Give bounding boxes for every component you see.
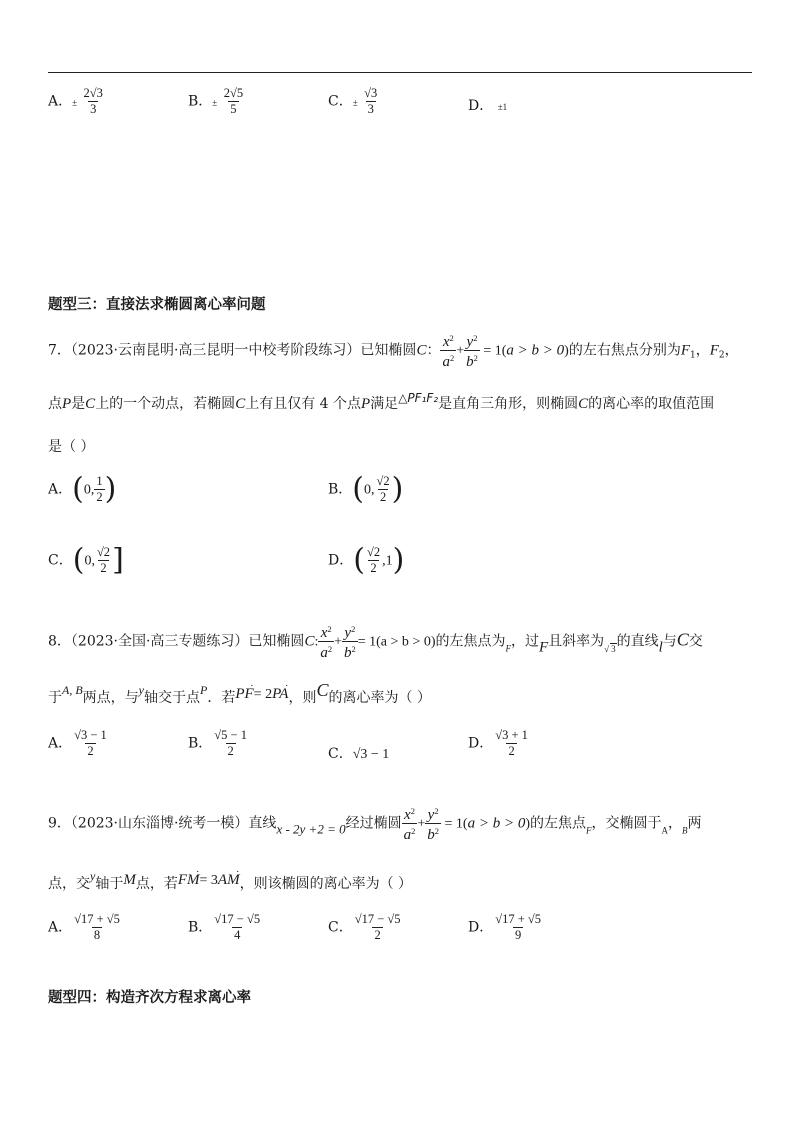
q8-option-b: B． $\frac{√5 - 1}{2}$ bbox=[188, 728, 247, 758]
q9-option-c: C． $\frac{√17 - √5}{2}$ bbox=[328, 912, 401, 942]
fraction: $\frac{2√3}{3}$ bbox=[83, 86, 103, 116]
q7-line-2: 点P是C上的一个动点，若椭圆C上有且仅有 4 个点P满足△PF₁F₂是直角三角形，则椭圆C的离心率的取值范围 bbox=[48, 391, 715, 412]
q8-line-2: 于A, B两点，与y轴交于点P．若PF ˙= 2PA ˙，则C的离心率为（ ） bbox=[48, 680, 431, 708]
q8-option-a: A． $\frac{√3 - 1}{2}$ bbox=[48, 728, 107, 758]
q9-line-1: 9．（2023·山东淄博·统考一模）直线x - 2y +2 = 0经过椭圆 $\frac{x^2}{a^2}$ + $\frac{y^2}{b^2}$ = 1(a > b > 0)的左焦点$_F$，交椭圆于$_A$，$_B$两 bbox=[48, 806, 702, 843]
q9-option-d: D． $\frac{√17 + √5}{9}$ bbox=[468, 912, 542, 942]
q6-option-c: C．± $\frac{√3}{3}$ bbox=[328, 86, 378, 116]
q8-option-d: D． $\frac{√3 + 1}{2}$ bbox=[468, 728, 528, 758]
fraction: $\frac{2√5}{5}$ bbox=[223, 86, 244, 116]
section-heading: 题型三：直接法求椭圆离心率问题 bbox=[48, 297, 266, 313]
q7-option-c: C．(0, $\frac{√2}{2}$ ] bbox=[48, 542, 124, 578]
q9-option-a: A． $\frac{√17 + √5}{8}$ bbox=[48, 912, 120, 942]
q8-line-1: 8．（2023·全国·高三专题练习）已知椭圆C: $\frac{x^2}{a^2}$ + $\frac{y^2}{b^2}$ = 1(a > b > 0)的左焦点为$_F$，过F且斜率为√ 3的直线l与C交 bbox=[48, 624, 703, 661]
section-heading: 题型四：构造齐次方程求离心率 bbox=[48, 990, 251, 1006]
fraction: $\frac{y^2}{b^2}$ bbox=[466, 333, 478, 370]
q7-line-3: 是（ ） bbox=[48, 439, 95, 455]
q7-option-d: D．( $\frac{√2}{2}$ ,1) bbox=[328, 542, 405, 578]
q8-option-c: C．√3 − 1 bbox=[328, 746, 390, 762]
q9-line-2: 点，交y轴于M点，若FM ˙= 3AM ˙，则该椭圆的离心率为（ ） bbox=[48, 866, 412, 894]
q7-line-1: 7．（2023·云南昆明·高三昆明一中校考阶段练习）已知椭圆C： $\frac{x^2}{a^2}$ + $\frac{y^2}{b^2}$ = 1(a > b > 0)的左右焦点分别为$F_1$，$F_2$， bbox=[48, 333, 739, 370]
q9-option-b: B． $\frac{√17 - √5}{4}$ bbox=[188, 912, 261, 942]
q6-option-b: B．± $\frac{2√5}{5}$ bbox=[188, 86, 244, 116]
q6-option-d: D． ±1 bbox=[468, 98, 508, 114]
fraction: $\frac{√3}{3}$ bbox=[364, 86, 378, 116]
fraction: $\frac{x^2}{a^2}$ bbox=[442, 333, 455, 370]
q6-option-a: A．± $\frac{2√3}{3}$ bbox=[48, 86, 103, 116]
q7-option-b: B．(0, $\frac{√2}{2}$ ) bbox=[328, 471, 404, 507]
q7-option-a: A．(0, $\frac{1}{2}$ ) bbox=[48, 471, 117, 507]
header-rule bbox=[48, 72, 752, 73]
